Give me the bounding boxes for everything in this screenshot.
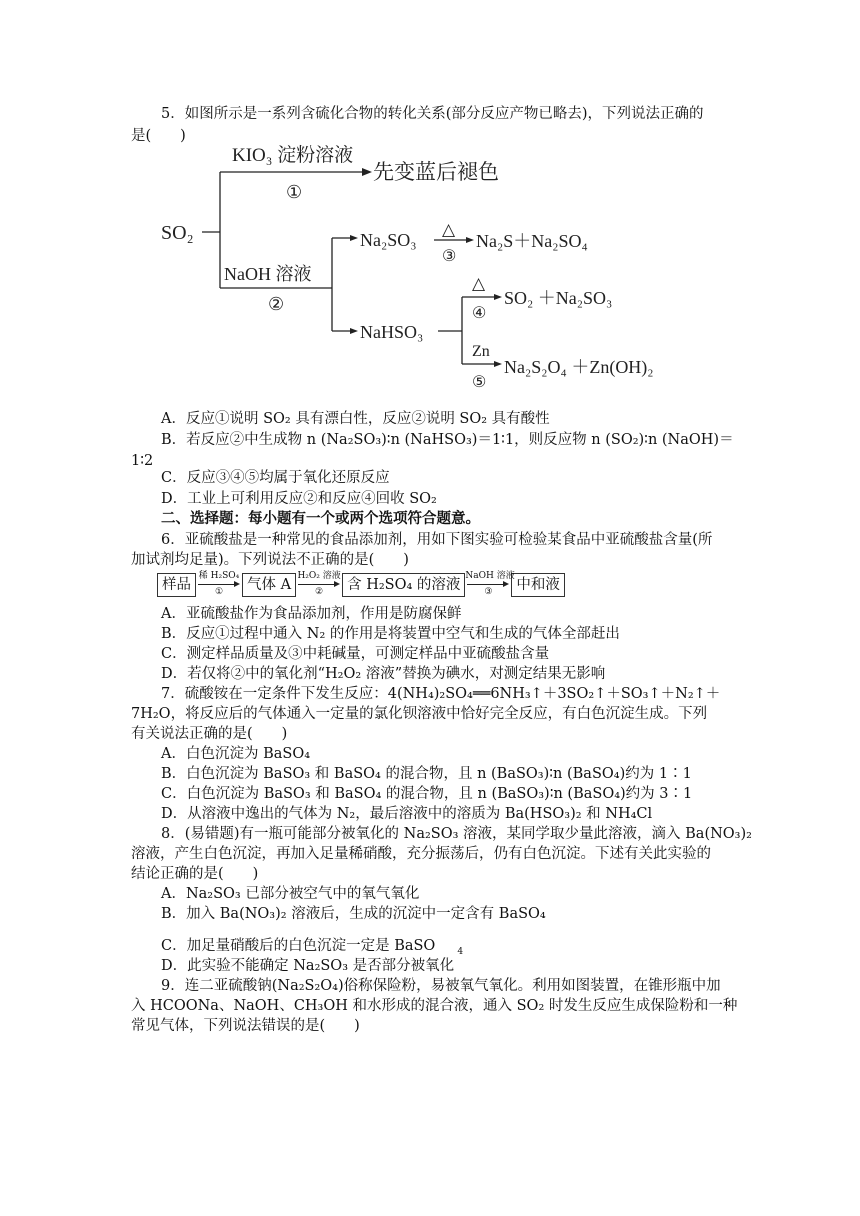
q8-stem-line1: 8．(易错题)有一瓶可能部分被氧化的 Na₂SO₃ 溶液，某同学取少量此溶液，滴入 Ba(NO₃)₂: [161, 826, 752, 842]
q7-stem-line3: 有关说法正确的是( ): [131, 726, 288, 742]
q5-cond3: △: [442, 220, 456, 239]
q5-start: SO₂: [161, 222, 194, 244]
q6-flow-diagram: [157, 572, 565, 598]
q6-option-b: B．反应①过程中通入 N₂ 的作用是将装置中空气和生成的气体全部赶出: [161, 626, 620, 642]
q5-prod-a: Na₂SO₃: [360, 230, 417, 250]
q5-stem-line1: 5．如图所示是一系列含硫化合物的转化关系(部分反应产物已略去)，下列说法正确的: [161, 106, 704, 122]
q5-option-d: D．工业上可利用反应②和反应④回收 SO₂: [161, 491, 437, 507]
q5-prod-b: NaHSO₃: [360, 322, 424, 342]
q8-option-b: B．加入 Ba(NO₃)₂ 溶液后，生成的沉淀中一定含有 BaSO₄: [161, 906, 546, 922]
q5-reagent1: KIO₃ 淀粉溶液: [232, 145, 354, 166]
q5-option-a: A．反应①说明 SO₂ 具有漂白性，反应②说明 SO₂ 具有酸性: [161, 411, 550, 427]
q5-reagent2: NaOH 溶液: [224, 264, 312, 284]
q6-flow-arrow-1-label: 稀 H₂SO₄: [198, 571, 240, 581]
q6-flow-arrow-3-step: ③: [484, 587, 493, 597]
q8-stem-line2: 溶液，产生白色沉淀，再加入足量稀硝酸，充分振荡后，仍有白色沉淀。下述有关此实验的: [131, 846, 711, 862]
q6-flow-arrow-3: [465, 571, 515, 598]
q9-stem-line3: 常见气体，下列说法错误的是( ): [131, 1018, 360, 1034]
q5-step1: ①: [286, 182, 303, 202]
q6-flow-box-neutral: 中和液: [511, 573, 565, 597]
q5-cond5: Zn: [472, 343, 490, 360]
q5-option-b-line2: 1∶2: [131, 453, 154, 469]
q6-flow-arrow-2-label: H₂O₂ 溶液: [297, 571, 341, 581]
q6-flow-box-solution: 含 H₂SO₄ 的溶液: [342, 573, 465, 597]
q9-stem-line2: 入 HCOONa、NaOH、CH₃OH 和水形成的混合液，通入 SO₂ 时发生反应生成保险粉和一种: [131, 998, 738, 1014]
q6-option-d: D．若仅将②中的氧化剂“H₂O₂ 溶液”替换为碘水，对测定结果无影响: [161, 666, 606, 682]
q6-flow-arrow-2: [296, 572, 342, 598]
q8-option-c-subscript: 4: [457, 947, 464, 957]
section-2-heading: 二、选择题：每小题有一个或两个选项符合题意。: [161, 510, 480, 527]
q8-stem-line3: 结论正确的是( ): [131, 866, 259, 882]
q7-stem-line2: 7H₂O，将反应后的气体通入一定量的氯化钡溶液中恰好完全反应，有白色沉淀生成。下列: [131, 706, 708, 722]
q5-result5: Na₂S₂O₄ ＋Zn(OH)₂: [504, 357, 654, 377]
q5-step4: ④: [472, 305, 487, 322]
q5-option-b-line1: B．若反应②中生成物 n (Na₂SO₃)∶n (NaHSO₃)＝1∶1，则反应物 n (SO₂)∶n (NaOH)＝: [161, 432, 734, 448]
q7-option-d: D．从溶液中逸出的气体为 N₂，最后溶液中的溶质为 Ba(HSO₃)₂ 和 NH₄Cl: [161, 806, 653, 822]
q6-flow-arrow-2-step: ②: [315, 587, 324, 597]
q6-stem-line2: 加试剂均足量)。下列说法不正确的是( ): [131, 552, 409, 568]
q5-conversion-diagram: [150, 140, 670, 400]
q5-step5: ⑤: [472, 374, 487, 391]
q5-step2: ②: [268, 294, 285, 314]
q6-flow-arrow-3-label: NaOH 溶液: [465, 571, 515, 581]
q8-option-c-text: C．加足量硝酸后的白色沉淀一定是 BaSO: [161, 938, 436, 954]
q7-option-c: C．白色沉淀为 BaSO₃ 和 BaSO₄ 的混合物，且 n (BaSO₃)∶n (BaSO₄)约为 3∶1: [161, 786, 693, 802]
q6-flow-arrow-1-step: ①: [214, 587, 224, 597]
q7-option-a: A．白色沉淀为 BaSO₄: [161, 746, 311, 762]
q9-stem-line1: 9．连二亚硫酸钠(Na₂S₂O₄)俗称保险粉，易被氧气氧化。利用如图装置，在锥形瓶中加: [161, 978, 721, 994]
q7-stem-line1: 7．硫酸铵在一定条件下发生反应：4(NH₄)₂SO₄══6NH₃↑＋3SO₂↑＋SO₃↑＋N₂↑＋: [161, 686, 721, 702]
q5-result3: Na₂S＋Na₂SO₄: [476, 231, 588, 251]
q5-option-c: C．反应③④⑤均属于氧化还原反应: [161, 470, 390, 486]
q5-result4: SO₂ ＋Na₂SO₃: [504, 288, 613, 308]
q6-flow-arrow-1: [196, 572, 242, 598]
q6-flow-box-gas: 气体 A: [242, 573, 296, 597]
q6-option-a: A．亚硫酸盐作为食品添加剂，作用是防腐保鲜: [161, 606, 462, 622]
q7-option-b: B．白色沉淀为 BaSO₃ 和 BaSO₄ 的混合物，且 n (BaSO₃)∶n (BaSO₄)约为 1∶1: [161, 766, 692, 782]
q6-stem-line1: 6．亚硫酸盐是一种常见的食品添加剂，用如下图实验可检验某食品中亚硫酸盐含量(所: [161, 532, 713, 548]
q8-option-c: [161, 936, 463, 958]
q8-option-d: D．此实验不能确定 Na₂SO₃ 是否部分被氧化: [161, 958, 455, 974]
q5-step3: ③: [442, 248, 457, 265]
q8-option-a: A．Na₂SO₃ 已部分被空气中的氧气氧化: [161, 886, 420, 902]
q5-cond4: △: [472, 274, 486, 293]
q5-result1: 先变蓝后褪色: [373, 160, 499, 184]
q6-flow-box-sample: 样品: [157, 573, 196, 597]
q6-option-c: C．测定样品质量及③中耗碱量，可测定样品中亚硫酸盐含量: [161, 646, 550, 662]
q5-stem-line2: 是( ): [131, 128, 186, 144]
